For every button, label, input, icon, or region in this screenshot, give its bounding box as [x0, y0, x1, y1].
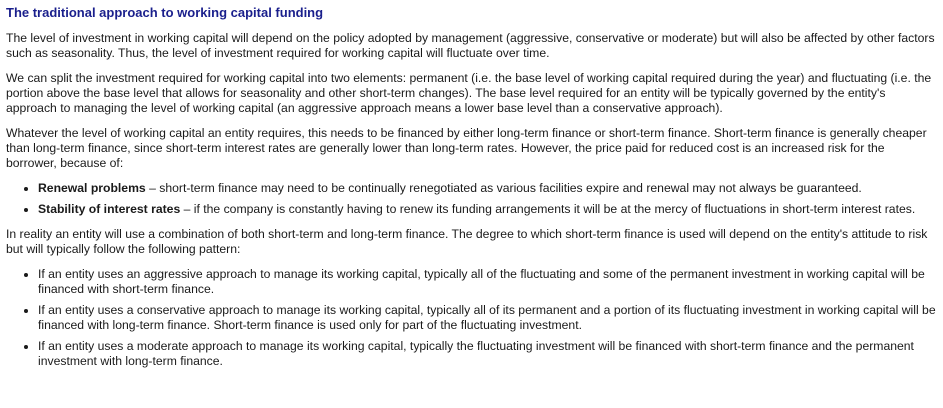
- bullet-text: – if the company is constantly having to renew its funding arrangements it will be at the mercy of fluctuations in short-term interest rates.: [180, 202, 916, 216]
- paragraph-investment-level: The level of investment in working capital will depend on the policy adopted by management (aggressive, conservative or moderate) but will also be affected by other factors such as seasonality. Thus, the level of investment required for working capital will fluctuate over time.: [6, 31, 935, 60]
- bullet-text: – short-term finance may need to be continually renegotiated as various facilities expire and renewal may not always be guaranteed.: [145, 181, 862, 195]
- bullet-interest-rate-stability: [38, 202, 937, 217]
- article-title: The traditional approach to working capital funding: [6, 5, 324, 20]
- bullet-renewal-problems: [38, 181, 937, 196]
- risk-bullet-list: [6, 181, 937, 217]
- bullet-moderate-approach: • If an entity uses a moderate approach to manage its working capital, typically the fluctuating investment will be financed with short-term finance and the permanent investment with long-term finance.: [38, 339, 937, 369]
- bullet-term: Stability of interest rates: [38, 202, 181, 216]
- paragraph-financing-options: Whatever the level of working capital an entity requires, this needs to be financed by either long-term finance or short-term finance. Short-term finance is generally cheaper than long-term finance, since short-term interest rates are generally lower than long-term rates. However, the price paid for reduced cost is an increased risk for the borrower, because of:: [6, 126, 927, 170]
- paragraph-permanent-fluctuating: We can split the investment required for working capital into two elements: permanent (i.e. the base level of working capital required during the year) and fluctuating (i.e. the portion above the base level that allows for seasonality and other short-term changes). The base level required for an entity will be typically governed by the entity's approach to managing the level of working capital (an aggressive approach means a lower base level than a conservative approach).: [6, 71, 932, 115]
- pattern-bullet-list: [6, 267, 937, 369]
- bullet-aggressive-approach: • If an entity uses an aggressive approach to manage its working capital, typically all of the fluctuating and some of the permanent investment in working capital will be financed with short-term finance.: [38, 267, 937, 297]
- paragraph-combination: In reality an entity will use a combination of both short-term and long-term finance. The degree to which short-term finance is used will depend on the entity's attitude to risk but will typically follow the following pattern:: [6, 227, 928, 256]
- bullet-conservative-approach: • If an entity uses a conservative approach to manage its working capital, typically all of its permanent and a portion of its fluctuating investment in working capital will be financed with long-term finance. Short-term finance is used only for part of the fluctuating investment.: [38, 303, 937, 333]
- bullet-term: Renewal problems: [38, 181, 146, 195]
